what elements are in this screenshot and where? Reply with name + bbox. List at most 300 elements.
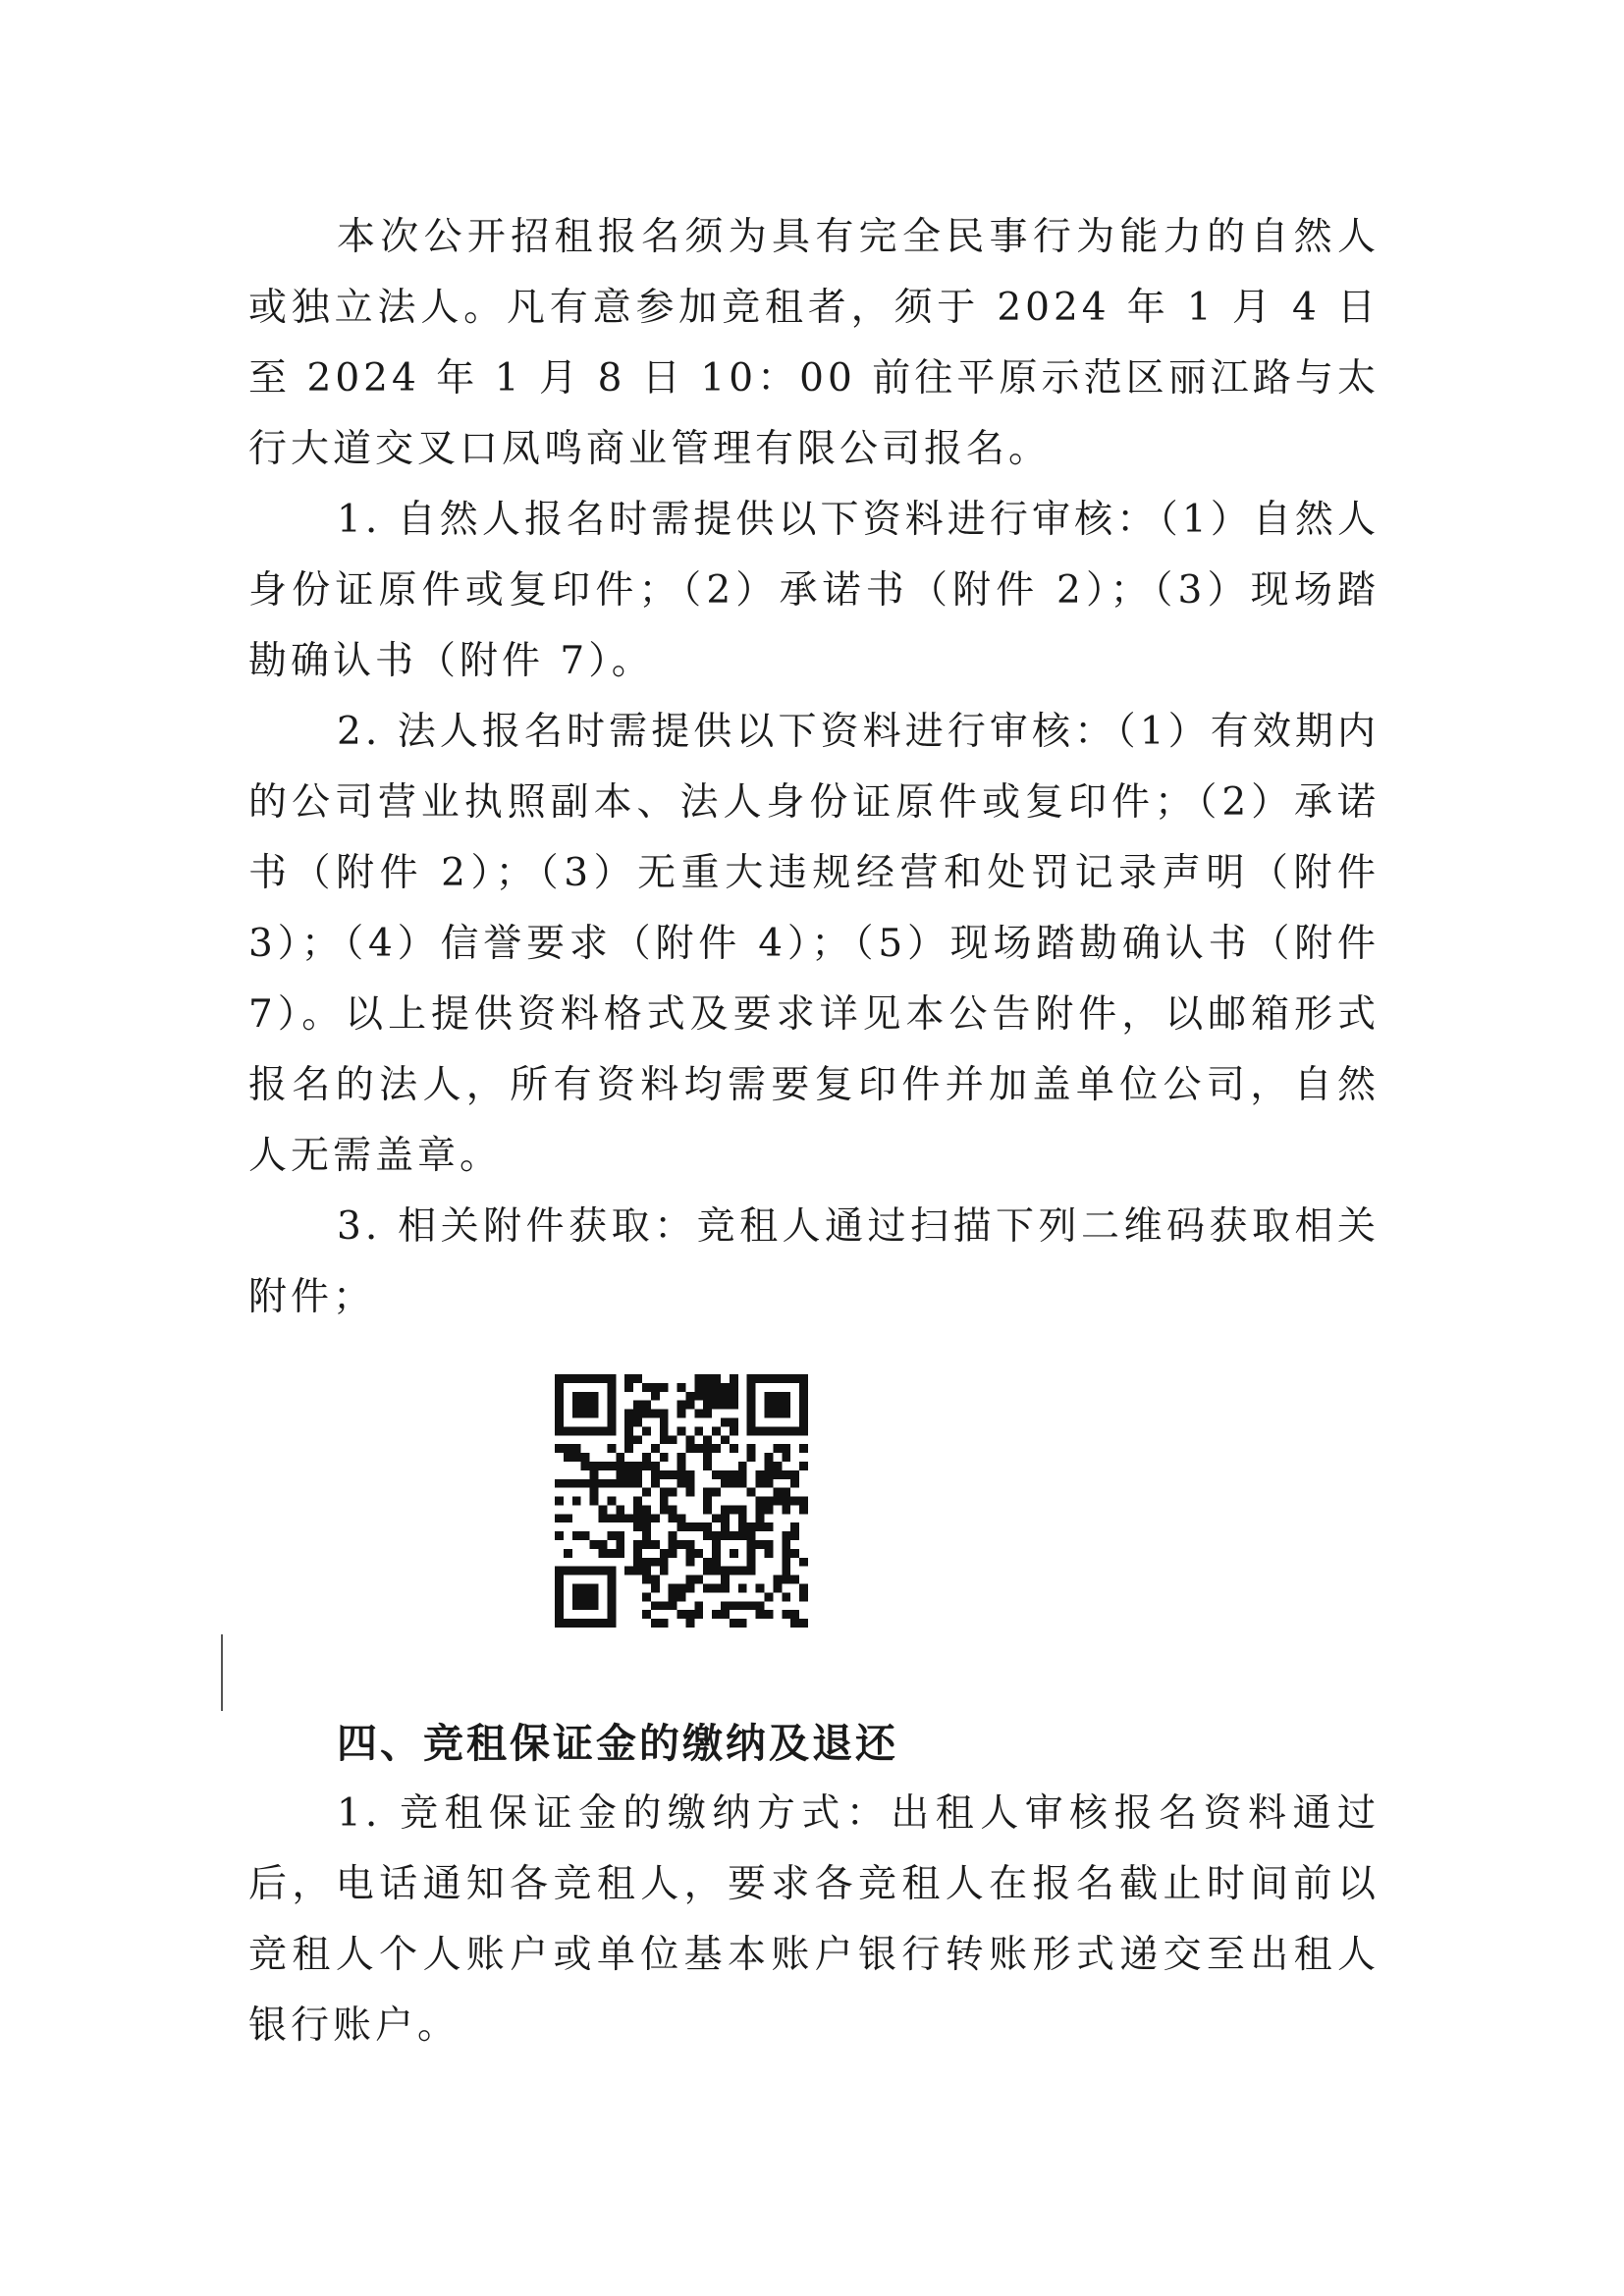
qr-module	[721, 1514, 730, 1522]
qr-module	[564, 1426, 572, 1435]
qr-module	[721, 1610, 730, 1619]
qr-module	[624, 1462, 633, 1470]
qr-module	[633, 1497, 642, 1506]
qr-module	[782, 1497, 790, 1506]
qr-module	[616, 1531, 624, 1540]
qr-module	[607, 1601, 616, 1610]
qr-module	[598, 1619, 607, 1628]
qr-module	[555, 1619, 564, 1628]
qr-module	[607, 1417, 616, 1426]
qr-module	[572, 1479, 581, 1488]
qr-module	[651, 1383, 660, 1392]
qr-module	[712, 1549, 721, 1558]
qr-module	[773, 1374, 782, 1383]
qr-module	[677, 1584, 686, 1593]
qr-module	[572, 1453, 581, 1462]
qr-module	[738, 1522, 747, 1531]
qr-module	[677, 1540, 686, 1549]
qr-module	[703, 1558, 712, 1567]
qr-module	[581, 1453, 590, 1462]
qr-module	[765, 1453, 774, 1462]
qr-module	[703, 1531, 712, 1540]
qr-module	[685, 1540, 694, 1549]
qr-module	[555, 1444, 564, 1453]
qr-module	[590, 1479, 599, 1488]
qr-module	[624, 1444, 633, 1453]
qr-module	[721, 1435, 730, 1444]
qr-module	[642, 1540, 651, 1549]
qr-module	[642, 1567, 651, 1575]
qr-module	[590, 1374, 599, 1383]
qr-module	[642, 1610, 651, 1619]
qr-module	[790, 1575, 799, 1584]
section-heading-deposit: 四、竞租保证金的缴纳及退还	[337, 1720, 898, 1767]
qr-module	[669, 1592, 677, 1601]
qr-module	[555, 1601, 564, 1610]
qr-module	[799, 1592, 808, 1601]
qr-module	[773, 1488, 782, 1497]
qr-module	[747, 1453, 756, 1462]
qr-module	[633, 1435, 642, 1444]
qr-module	[765, 1470, 774, 1479]
qr-module	[730, 1531, 738, 1540]
qr-module	[660, 1601, 669, 1610]
qr-module	[703, 1584, 712, 1593]
qr-module	[765, 1610, 774, 1619]
qr-module	[642, 1401, 651, 1410]
qr-module	[555, 1426, 564, 1435]
qr-module	[694, 1444, 703, 1453]
qr-module	[607, 1619, 616, 1628]
qr-module	[799, 1383, 808, 1392]
qr-module	[790, 1479, 799, 1488]
qr-module	[703, 1488, 712, 1497]
qr-module	[572, 1601, 581, 1610]
qr-module	[564, 1444, 572, 1453]
qr-module	[564, 1567, 572, 1575]
qr-module	[773, 1575, 782, 1584]
qr-module	[598, 1462, 607, 1470]
qr-module	[572, 1592, 581, 1601]
qr-module	[765, 1522, 774, 1531]
qr-module	[782, 1410, 790, 1418]
qr-module	[633, 1462, 642, 1470]
qr-module	[799, 1426, 808, 1435]
qr-module	[685, 1435, 694, 1444]
qr-module	[747, 1417, 756, 1426]
qr-module	[790, 1610, 799, 1619]
qr-module	[590, 1584, 599, 1593]
qr-module	[590, 1497, 599, 1506]
paragraph-legal-person-requirements: 2. 法人报名时需提供以下资料进行审核：（1）有效期内的公司营业执照副本、法人身份证原件或复印件；（2）承诺书（附件 2）；（3）无重大违规经营和处罚记录声明（附件 3）；（4）信誉要求（附件 4）；（5）现场踏勘确认书（附件 7）。以上提供资料格式及要求详见本公告附件，以邮箱形式报名的法人，所有资料均需要复印件并加盖单位公司，自然人无需盖章。	[248, 710, 1380, 1178]
qr-module	[703, 1567, 712, 1575]
qr-module	[590, 1619, 599, 1628]
qr-module	[651, 1619, 660, 1628]
qr-module	[581, 1426, 590, 1435]
qr-module	[616, 1453, 624, 1462]
qr-module	[616, 1540, 624, 1549]
qr-module	[607, 1444, 616, 1453]
qr-module	[633, 1558, 642, 1567]
qr-module	[756, 1514, 765, 1522]
qr-module	[703, 1505, 712, 1514]
qr-module	[685, 1619, 694, 1628]
qr-module	[730, 1383, 738, 1392]
qr-module	[694, 1601, 703, 1610]
qr-module	[555, 1374, 564, 1383]
qr-module	[564, 1549, 572, 1558]
qr-module	[669, 1470, 677, 1479]
qr-module	[738, 1567, 747, 1575]
qr-module	[756, 1479, 765, 1488]
qr-module	[642, 1592, 651, 1601]
qr-module	[651, 1558, 660, 1567]
qr-module	[712, 1426, 721, 1435]
qr-module	[572, 1567, 581, 1575]
qr-module	[616, 1470, 624, 1479]
qr-module	[581, 1601, 590, 1610]
qr-module	[581, 1479, 590, 1488]
qr-module	[799, 1392, 808, 1401]
qr-module	[756, 1522, 765, 1531]
qr-module	[703, 1522, 712, 1531]
qr-module	[616, 1549, 624, 1558]
qr-module	[738, 1584, 747, 1593]
qr-module	[624, 1470, 633, 1479]
qr-module	[712, 1444, 721, 1453]
qr-module	[747, 1426, 756, 1435]
qr-module	[747, 1540, 756, 1549]
qr-module	[738, 1479, 747, 1488]
qr-module	[782, 1575, 790, 1584]
qr-module	[581, 1462, 590, 1470]
qr-module	[669, 1505, 677, 1514]
qr-module	[782, 1470, 790, 1479]
qr-module	[581, 1567, 590, 1575]
qr-module	[712, 1514, 721, 1522]
qr-module	[590, 1426, 599, 1435]
qr-module	[721, 1392, 730, 1401]
qr-module	[721, 1584, 730, 1593]
qr-module	[624, 1374, 633, 1383]
qr-module	[555, 1401, 564, 1410]
qr-module	[782, 1488, 790, 1497]
qr-module	[651, 1584, 660, 1593]
qr-module	[660, 1435, 669, 1444]
qr-module	[730, 1479, 738, 1488]
qr-module	[756, 1601, 765, 1610]
qr-module	[721, 1567, 730, 1575]
qr-module	[790, 1497, 799, 1506]
qr-module	[765, 1426, 774, 1435]
qr-module	[598, 1479, 607, 1488]
qr-module	[677, 1610, 686, 1619]
qr-module	[572, 1444, 581, 1453]
qr-module	[738, 1601, 747, 1610]
qr-module	[747, 1374, 756, 1383]
qr-module	[703, 1374, 712, 1383]
qr-module	[598, 1540, 607, 1549]
qr-module	[642, 1383, 651, 1392]
qr-module	[790, 1619, 799, 1628]
qr-module	[730, 1401, 738, 1410]
qr-module	[581, 1401, 590, 1410]
qr-module	[790, 1470, 799, 1479]
qr-module	[703, 1435, 712, 1444]
qr-module	[642, 1522, 651, 1531]
qr-module	[660, 1410, 669, 1418]
qr-module	[730, 1619, 738, 1628]
qr-module	[782, 1444, 790, 1453]
qr-module	[607, 1497, 616, 1506]
qr-module	[765, 1462, 774, 1470]
qr-module	[660, 1488, 669, 1497]
qr-module	[773, 1462, 782, 1470]
qr-module	[616, 1479, 624, 1488]
qr-module	[747, 1549, 756, 1558]
qr-module	[721, 1417, 730, 1426]
qr-module	[773, 1426, 782, 1435]
qr-module	[765, 1497, 774, 1506]
qr-module	[633, 1417, 642, 1426]
qr-module	[555, 1417, 564, 1426]
qr-module	[651, 1601, 660, 1610]
qr-module	[660, 1417, 669, 1426]
qr-module	[555, 1392, 564, 1401]
qr-module	[703, 1383, 712, 1392]
qr-module	[738, 1462, 747, 1470]
qr-module	[572, 1410, 581, 1418]
qr-module	[555, 1575, 564, 1584]
qr-module	[756, 1610, 765, 1619]
qr-module	[685, 1584, 694, 1593]
qr-module	[703, 1401, 712, 1410]
qr-module	[799, 1505, 808, 1514]
qr-module	[677, 1470, 686, 1479]
paragraph-natural-person-requirements: 1. 自然人报名时需提供以下资料进行审核：（1）自然人身份证原件或复印件；（2）承诺书（附件 2）；（3）现场踏勘确认书（附件 7）。	[248, 498, 1380, 683]
qr-module	[598, 1426, 607, 1435]
qr-module	[730, 1392, 738, 1401]
qr-module	[669, 1531, 677, 1540]
qr-module	[677, 1453, 686, 1462]
qr-module	[590, 1470, 599, 1479]
qr-module	[677, 1383, 686, 1392]
qr-module	[685, 1575, 694, 1584]
qr-module	[616, 1462, 624, 1470]
qr-module	[607, 1410, 616, 1418]
qr-module	[765, 1374, 774, 1383]
qr-module	[607, 1584, 616, 1593]
qr-module	[765, 1505, 774, 1514]
qr-module	[607, 1592, 616, 1601]
qr-module	[685, 1444, 694, 1453]
qr-module	[712, 1470, 721, 1479]
qr-module	[721, 1401, 730, 1410]
qr-module	[642, 1505, 651, 1514]
qr-module	[607, 1514, 616, 1522]
qr-module	[790, 1549, 799, 1558]
qr-module	[607, 1374, 616, 1383]
qr-module	[564, 1514, 572, 1522]
qr-module	[572, 1619, 581, 1628]
qr-module	[660, 1470, 669, 1479]
qr-module	[590, 1601, 599, 1610]
qr-module	[624, 1435, 633, 1444]
qr-module	[660, 1558, 669, 1567]
qr-module	[624, 1426, 633, 1435]
qr-module	[738, 1619, 747, 1628]
qr-module	[677, 1514, 686, 1522]
qr-module	[799, 1417, 808, 1426]
qr-module	[738, 1470, 747, 1479]
qr-module	[799, 1619, 808, 1628]
qr-module	[756, 1374, 765, 1383]
qr-module	[607, 1462, 616, 1470]
qr-module	[624, 1567, 633, 1575]
qr-module	[685, 1470, 694, 1479]
qr-module	[730, 1549, 738, 1558]
qr-module	[694, 1392, 703, 1401]
qr-module	[782, 1401, 790, 1410]
qr-module	[790, 1531, 799, 1540]
qr-module	[694, 1374, 703, 1383]
qr-module	[572, 1374, 581, 1383]
qr-module	[555, 1610, 564, 1619]
qr-module	[756, 1584, 765, 1593]
qr-module	[590, 1540, 599, 1549]
qr-module	[555, 1497, 564, 1506]
qr-module	[730, 1601, 738, 1610]
qr-module	[765, 1592, 774, 1601]
qr-module	[738, 1514, 747, 1522]
qr-module	[782, 1610, 790, 1619]
qr-module	[633, 1470, 642, 1479]
qr-module	[799, 1374, 808, 1383]
qr-module	[721, 1470, 730, 1479]
qr-module	[721, 1505, 730, 1514]
qr-module	[555, 1479, 564, 1488]
qr-module	[660, 1567, 669, 1575]
qr-module	[799, 1497, 808, 1506]
qr-module	[651, 1410, 660, 1418]
qr-module	[712, 1401, 721, 1410]
qr-module	[642, 1558, 651, 1567]
qr-module	[624, 1410, 633, 1418]
qr-module	[773, 1444, 782, 1453]
qr-module	[782, 1558, 790, 1567]
qr-module	[747, 1401, 756, 1410]
qr-module	[555, 1383, 564, 1392]
qr-module	[782, 1505, 790, 1514]
qr-module	[564, 1453, 572, 1462]
qr-module	[590, 1462, 599, 1470]
qr-module	[738, 1531, 747, 1540]
qr-module	[703, 1444, 712, 1453]
qr-module	[685, 1401, 694, 1410]
qr-module	[651, 1479, 660, 1488]
qr-module	[703, 1392, 712, 1401]
qr-module	[564, 1479, 572, 1488]
qr-module	[581, 1619, 590, 1628]
qr-module	[624, 1479, 633, 1488]
qr-module	[799, 1444, 808, 1453]
qr-module	[799, 1584, 808, 1593]
qr-module	[782, 1392, 790, 1401]
qr-module	[730, 1417, 738, 1426]
qr-module	[677, 1401, 686, 1410]
qr-module	[685, 1488, 694, 1497]
qr-module	[694, 1410, 703, 1418]
qr-module	[703, 1462, 712, 1470]
qr-module	[633, 1522, 642, 1531]
qr-module	[651, 1444, 660, 1453]
qr-module	[712, 1558, 721, 1567]
qr-module	[616, 1505, 624, 1514]
qr-module	[607, 1392, 616, 1401]
qr-module	[685, 1549, 694, 1558]
qr-module	[607, 1549, 616, 1558]
qr-module	[747, 1601, 756, 1610]
qr-module	[564, 1619, 572, 1628]
qr-module	[590, 1592, 599, 1601]
qr-module	[712, 1392, 721, 1401]
qr-module	[642, 1488, 651, 1497]
qr-module	[694, 1549, 703, 1558]
qr-module	[677, 1592, 686, 1601]
qr-module	[651, 1462, 660, 1470]
qr-module	[564, 1374, 572, 1383]
qr-module	[756, 1470, 765, 1479]
qr-module	[703, 1410, 712, 1418]
qr-module	[581, 1592, 590, 1601]
qr-module	[677, 1479, 686, 1488]
qr-module	[765, 1401, 774, 1410]
qr-code-graphic	[555, 1374, 808, 1628]
qr-module	[782, 1426, 790, 1435]
qr-module	[598, 1374, 607, 1383]
qr-module	[730, 1374, 738, 1383]
qr-module	[747, 1410, 756, 1418]
qr-module	[572, 1401, 581, 1410]
qr-module	[782, 1453, 790, 1462]
qr-module	[782, 1549, 790, 1558]
qr-module	[685, 1392, 694, 1401]
qr-module	[607, 1426, 616, 1435]
paragraph-deposit-payment-method: 1. 竞租保证金的缴纳方式：出租人审核报名资料通过后，电话通知各竞租人，要求各竞租人在报名截止时间前以竞租人个人账户或单位基本账户银行转账形式递交至出租人银行账户。	[248, 1791, 1380, 2048]
qr-module	[747, 1522, 756, 1531]
qr-module	[624, 1383, 633, 1392]
qr-module	[572, 1426, 581, 1435]
qr-module	[669, 1435, 677, 1444]
qr-module	[555, 1584, 564, 1593]
qr-module	[712, 1374, 721, 1383]
qr-module	[633, 1410, 642, 1418]
qr-module	[765, 1410, 774, 1418]
qr-module	[712, 1531, 721, 1540]
qr-code-icon[interactable]	[555, 1374, 808, 1628]
qr-module	[590, 1488, 599, 1497]
qr-module	[572, 1392, 581, 1401]
qr-module	[738, 1505, 747, 1514]
qr-module	[581, 1531, 590, 1540]
qr-module	[642, 1531, 651, 1540]
qr-module	[581, 1584, 590, 1593]
qr-module	[660, 1497, 669, 1506]
qr-module	[633, 1549, 642, 1558]
paragraph-attachment-access: 3. 相关附件获取：竞租人通过扫描下列二维码获取相关附件；	[248, 1204, 1380, 1319]
qr-module	[721, 1522, 730, 1531]
qr-module	[598, 1505, 607, 1514]
